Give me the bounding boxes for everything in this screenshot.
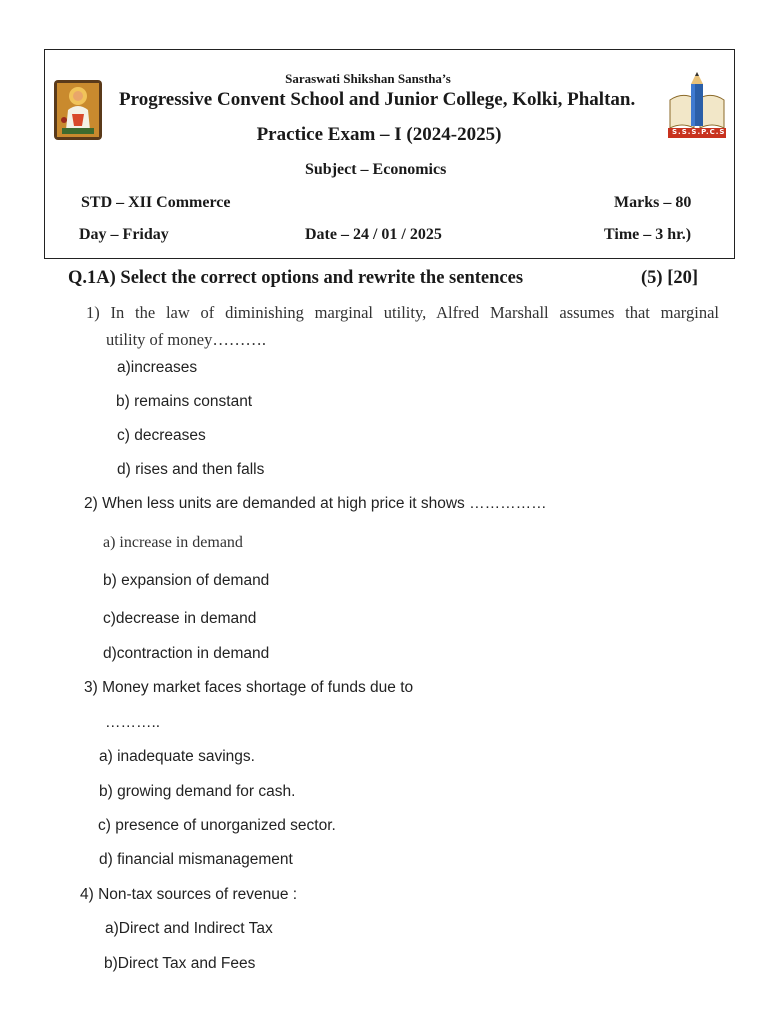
q2-option-b: b) expansion of demand xyxy=(103,572,270,589)
time-label: Time – 3 hr.) xyxy=(604,226,692,243)
q3-option-c: c) presence of unorganized sector. xyxy=(98,817,336,834)
q1-text-line2: utility of money………. xyxy=(106,330,266,349)
date-label: Date – 24 / 01 / 2025 xyxy=(305,226,442,243)
q3-option-b: b) growing demand for cash. xyxy=(99,783,296,800)
q2-option-c: c)decrease in demand xyxy=(103,610,257,627)
q3-option-d: d) financial mismanagement xyxy=(99,851,293,868)
q4-option-a: a)Direct and Indirect Tax xyxy=(105,920,273,937)
q3-option-a: a) inadequate savings. xyxy=(99,748,255,765)
q3-blank: ……….. xyxy=(105,714,161,731)
q4-text: 4) Non-tax sources of revenue : xyxy=(80,886,298,903)
section-marks: (5) [20] xyxy=(641,268,699,288)
q2-text: 2) When less units are demanded at high price it shows …………… xyxy=(84,495,547,512)
q3-text: 3) Money market faces shortage of funds due to xyxy=(84,679,414,696)
q4-option-b: b)Direct Tax and Fees xyxy=(104,955,256,972)
marks-label: Marks – 80 xyxy=(614,194,692,211)
q1-option-b: b) remains constant xyxy=(116,393,253,410)
q2-option-d: d)contraction in demand xyxy=(103,645,270,662)
subject-label: Subject – Economics xyxy=(305,161,447,178)
q1-option-d: d) rises and then falls xyxy=(117,461,265,478)
std-label: STD – XII Commerce xyxy=(81,194,231,211)
exam-title: Practice Exam – I (2024-2025) xyxy=(256,124,502,145)
q1-option-c: c) decreases xyxy=(117,427,206,444)
q1-text-line1: 1) In the law of diminishing marginal utility, Alfred Marshall assumes that marginal xyxy=(86,303,719,322)
school-name: Progressive Convent School and Junior College, Kolki, Phaltan. xyxy=(119,89,636,110)
section-title: Q.1A) Select the correct options and rewrite the sentences xyxy=(68,268,524,288)
q1-option-a: a)increases xyxy=(117,359,198,376)
q2-option-a: a) increase in demand xyxy=(103,534,243,551)
day-label: Day – Friday xyxy=(79,226,169,243)
society-name: Saraswati Shikshan Sanstha’s xyxy=(285,71,451,86)
logo-caption: S.S.S.P.C.S xyxy=(672,128,726,136)
